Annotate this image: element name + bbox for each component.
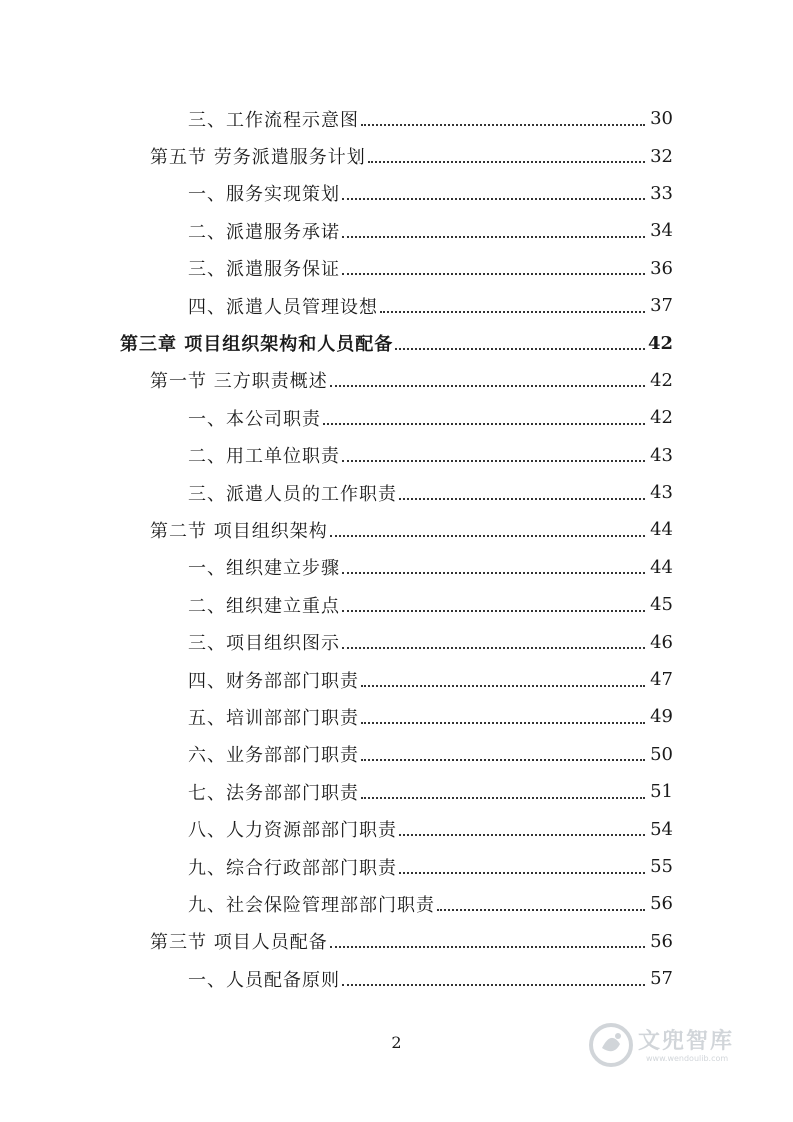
toc-entry-page: 47 <box>650 669 673 691</box>
toc-entry[interactable] <box>0 137 793 174</box>
toc-dot-leader <box>399 498 645 500</box>
toc-entry[interactable] <box>0 474 793 511</box>
toc-entry-label: 第二节 项目组织架构 <box>150 520 328 542</box>
toc-entry[interactable] <box>0 960 793 997</box>
watermark-logo-icon <box>588 1022 634 1068</box>
toc-entry-label: 二、派遣服务承诺 <box>188 221 340 243</box>
toc-entry-label: 六、业务部部门职责 <box>188 745 359 767</box>
toc-entry[interactable] <box>0 175 793 212</box>
toc-entry-page: 44 <box>650 556 673 578</box>
toc-dot-leader <box>342 984 645 986</box>
watermark-name: 文兜智库 <box>638 1029 735 1054</box>
toc-dot-leader <box>342 572 645 574</box>
toc-entry-page: 43 <box>650 482 673 504</box>
toc-dot-leader <box>361 759 645 761</box>
toc-dot-leader <box>342 460 645 462</box>
toc-entry-label: 九、综合行政部部门职责 <box>188 857 397 879</box>
toc-entry-page: 37 <box>650 295 673 317</box>
toc-dot-leader <box>361 797 645 799</box>
toc-entry[interactable] <box>0 324 793 361</box>
toc-entry-page: 36 <box>650 257 673 279</box>
toc-entry-page: 50 <box>650 743 673 765</box>
toc-entry-page: 54 <box>650 818 673 840</box>
toc-entry[interactable] <box>0 586 793 623</box>
toc-dot-leader <box>342 273 645 275</box>
toc-entry[interactable] <box>0 437 793 474</box>
table-of-contents <box>0 100 793 997</box>
toc-entry-page: 42 <box>650 369 673 391</box>
toc-entry[interactable] <box>0 736 793 773</box>
toc-entry-label: 三、项目组织图示 <box>188 633 340 655</box>
toc-dot-leader <box>342 610 645 612</box>
toc-entry-label: 三、派遣服务保证 <box>188 259 340 281</box>
toc-entry-page: 49 <box>650 706 673 728</box>
toc-entry-label: 八、人力资源部部门职责 <box>188 820 397 842</box>
toc-entry-label: 四、派遣人员管理设想 <box>188 296 378 318</box>
toc-dot-leader <box>323 423 645 425</box>
toc-entry-page: 32 <box>650 145 673 167</box>
toc-entry-page: 34 <box>650 220 673 242</box>
toc-entry[interactable] <box>0 698 793 735</box>
toc-entry[interactable] <box>0 810 793 847</box>
toc-entry[interactable] <box>0 511 793 548</box>
toc-dot-leader <box>395 348 645 350</box>
toc-dot-leader <box>342 236 645 238</box>
toc-dot-leader <box>342 198 645 200</box>
toc-entry-page: 46 <box>650 631 673 653</box>
toc-entry-page: 56 <box>650 893 673 915</box>
toc-entry-page: 30 <box>650 108 673 130</box>
toc-entry-label: 第三章 项目组织架构和人员配备 <box>120 334 394 356</box>
toc-entry-label: 一、本公司职责 <box>188 408 321 430</box>
toc-entry[interactable] <box>0 212 793 249</box>
toc-dot-leader <box>368 161 645 163</box>
toc-entry-label: 一、人员配备原则 <box>188 969 340 991</box>
toc-entry-label: 第三节 项目人员配备 <box>150 932 328 954</box>
toc-entry-label: 四、财务部部门职责 <box>188 670 359 692</box>
toc-entry[interactable] <box>0 923 793 960</box>
watermark-url: www.wendoulib.com <box>646 1054 729 1063</box>
toc-entry-page: 42 <box>647 332 673 354</box>
toc-entry[interactable] <box>0 773 793 810</box>
toc-entry-page: 51 <box>650 781 673 803</box>
toc-dot-leader <box>380 311 645 313</box>
toc-entry[interactable] <box>0 848 793 885</box>
toc-entry-label: 七、法务部部门职责 <box>188 782 359 804</box>
toc-entry-page: 42 <box>650 407 673 429</box>
toc-entry-label: 五、培训部部门职责 <box>188 707 359 729</box>
toc-entry-label: 第五节 劳务派遣服务计划 <box>150 147 366 169</box>
toc-entry-page: 56 <box>650 930 673 952</box>
toc-entry-page: 55 <box>650 856 673 877</box>
toc-entry-label: 九、社会保险管理部部门职责 <box>188 894 435 916</box>
toc-entry-label: 三、工作流程示意图 <box>188 109 359 131</box>
toc-entry-label: 二、组织建立重点 <box>188 595 340 617</box>
toc-entry-page: 33 <box>650 182 673 204</box>
toc-dot-leader <box>361 722 645 724</box>
toc-entry[interactable] <box>0 399 793 436</box>
toc-entry[interactable] <box>0 362 793 399</box>
toc-entry[interactable] <box>0 287 793 324</box>
toc-entry[interactable] <box>0 623 793 660</box>
toc-entry[interactable] <box>0 250 793 287</box>
toc-dot-leader <box>399 834 645 836</box>
toc-entry-page: 45 <box>650 594 673 616</box>
watermark <box>588 1018 758 1078</box>
toc-entry[interactable] <box>0 661 793 698</box>
toc-entry-label: 第一节 三方职责概述 <box>150 371 328 393</box>
toc-dot-leader <box>361 124 645 126</box>
toc-dot-leader <box>342 647 645 649</box>
toc-entry-label: 三、派遣人员的工作职责 <box>188 483 397 505</box>
toc-dot-leader <box>399 872 645 874</box>
toc-dot-leader <box>437 909 645 911</box>
toc-entry-label: 一、服务实现策划 <box>188 184 340 206</box>
toc-entry-page: 44 <box>650 519 673 541</box>
toc-dot-leader <box>361 685 645 687</box>
toc-entry-label: 一、组织建立步骤 <box>188 558 340 580</box>
toc-entry-label: 二、用工单位职责 <box>188 446 340 468</box>
toc-entry[interactable] <box>0 100 793 137</box>
toc-dot-leader <box>330 535 645 537</box>
toc-entry-page: 57 <box>650 968 673 990</box>
toc-entry[interactable] <box>0 549 793 586</box>
page-number: 2 <box>391 1033 402 1052</box>
toc-entry[interactable] <box>0 885 793 922</box>
toc-entry-page: 43 <box>650 444 673 466</box>
toc-dot-leader <box>330 946 645 948</box>
toc-dot-leader <box>330 385 645 387</box>
